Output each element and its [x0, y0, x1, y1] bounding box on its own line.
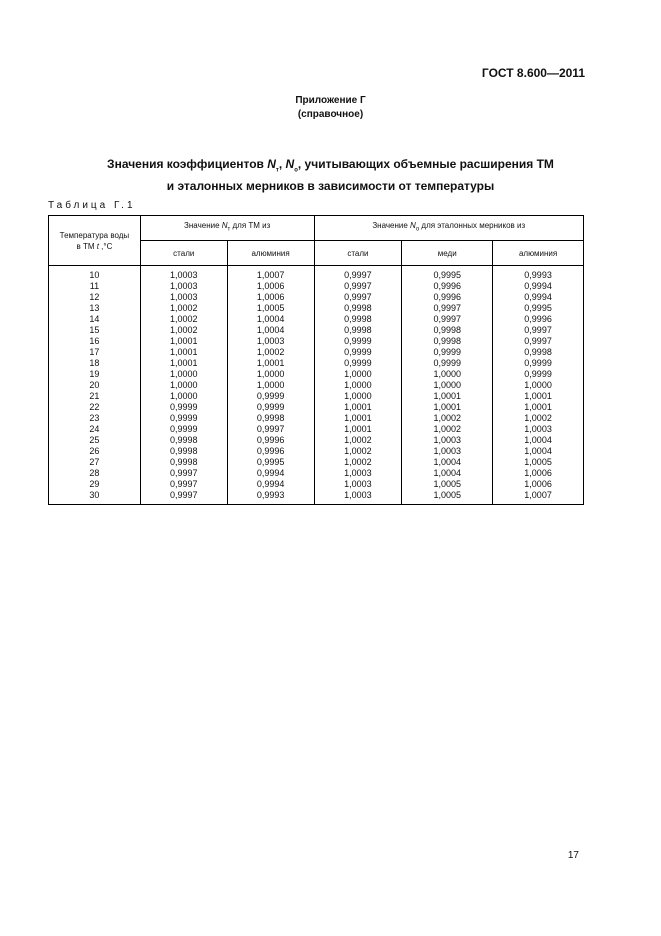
table-row [49, 314, 584, 325]
temperature-cell: 28 [49, 468, 141, 479]
coefficient-cell: 0,9998 [140, 446, 227, 457]
table-body [49, 266, 584, 505]
coefficient-cell: 1,0002 [402, 424, 493, 435]
coefficient-cell: 1,0000 [227, 369, 314, 380]
coefficient-cell: 0,9999 [314, 347, 402, 358]
coefficient-cell: 1,0000 [402, 380, 493, 391]
coefficient-cell: 1,0002 [402, 413, 493, 424]
coefficient-cell: 0,9999 [140, 402, 227, 413]
header-group-nt [140, 216, 314, 241]
table-row [49, 446, 584, 457]
coefficient-cell: 1,0004 [402, 468, 493, 479]
coefficient-cell: 1,0004 [493, 435, 584, 446]
coefficient-cell: 0,9996 [227, 435, 314, 446]
coefficient-cell: 1,0007 [227, 266, 314, 282]
coefficient-cell: 1,0003 [140, 266, 227, 282]
appendix-subtitle: (справочное) [297, 109, 364, 120]
header-text-part: ,°C [98, 241, 113, 251]
coefficient-cell: 1,0007 [493, 490, 584, 505]
coefficient-cell: 0,9995 [227, 457, 314, 468]
coefficient-cell: 1,0000 [314, 380, 402, 391]
temperature-cell: 15 [49, 325, 141, 336]
temperature-cell: 16 [49, 336, 141, 347]
coefficient-cell: 0,9994 [493, 292, 584, 303]
coefficient-cell: 0,9997 [314, 266, 402, 282]
header-text-part: в ТМ [76, 241, 97, 251]
coefficient-cell: 1,0003 [402, 435, 493, 446]
coefficient-cell: 1,0003 [140, 281, 227, 292]
coefficient-cell: 1,0001 [314, 413, 402, 424]
section-title-line-2: и эталонных мерников в зависимости от температуры [166, 179, 495, 194]
header-text-part: для ТМ из [230, 221, 271, 231]
temperature-cell: 17 [49, 347, 141, 358]
coefficient-cell: 0,9997 [314, 281, 402, 292]
table-row [49, 479, 584, 490]
header-symbol-sub: о [415, 226, 420, 233]
coefficient-cell: 0,9997 [402, 303, 493, 314]
coefficient-cell: 0,9998 [227, 413, 314, 424]
temperature-cell: 14 [49, 314, 141, 325]
coefficient-cell: 1,0005 [402, 490, 493, 505]
coefficient-cell: 1,0002 [314, 435, 402, 446]
coefficient-cell: 0,9999 [493, 358, 584, 369]
coefficient-cell: 0,9998 [140, 435, 227, 446]
coefficients-table [48, 215, 584, 505]
coefficient-cell: 0,9997 [140, 468, 227, 479]
coefficient-cell: 1,0000 [402, 369, 493, 380]
coefficient-cell: 1,0006 [227, 281, 314, 292]
temperature-cell: 26 [49, 446, 141, 457]
header-symbol: N [221, 221, 228, 231]
coefficient-cell: 0,9997 [493, 336, 584, 347]
coefficient-cell: 0,9997 [493, 325, 584, 336]
subheader-steel: стали [140, 241, 227, 266]
title-symbol: N [285, 157, 295, 171]
coefficient-cell: 1,0005 [227, 303, 314, 314]
coefficient-cell: 1,0001 [402, 391, 493, 402]
title-separator: , [278, 157, 286, 171]
coefficient-cell: 0,9997 [140, 479, 227, 490]
header-text: Температура воды [59, 230, 130, 240]
coefficient-cell: 0,9999 [140, 413, 227, 424]
coefficient-cell: 1,0002 [227, 347, 314, 358]
temperature-cell: 22 [49, 402, 141, 413]
coefficient-cell: 0,9998 [140, 457, 227, 468]
coefficient-cell: 0,9996 [402, 292, 493, 303]
page-number: 17 [567, 850, 579, 861]
table-row [49, 336, 584, 347]
coefficient-cell: 0,9999 [402, 358, 493, 369]
coefficient-cell: 1,0000 [314, 369, 402, 380]
coefficient-cell: 1,0002 [314, 446, 402, 457]
section-title-line-1 [0, 156, 661, 178]
section-title [0, 156, 661, 194]
table-row [49, 468, 584, 479]
coefficient-cell: 1,0002 [140, 303, 227, 314]
coefficient-cell: 1,0003 [314, 479, 402, 490]
temperature-cell: 21 [49, 391, 141, 402]
coefficient-cell: 1,0002 [140, 314, 227, 325]
table-row [49, 490, 584, 505]
coefficient-cell: 1,0004 [402, 457, 493, 468]
coefficient-cell: 0,9995 [493, 303, 584, 314]
coefficient-cell: 1,0004 [493, 446, 584, 457]
title-text: , учитывающих объемные расширения ТМ [297, 157, 554, 171]
coefficient-cell: 1,0000 [314, 391, 402, 402]
table-row [49, 347, 584, 358]
coefficient-cell: 0,9999 [493, 369, 584, 380]
table-row [49, 281, 584, 292]
coefficient-cell: 0,9999 [314, 358, 402, 369]
coefficient-cell: 0,9997 [140, 490, 227, 505]
coefficient-cell: 1,0000 [227, 380, 314, 391]
coefficient-cell: 1,0001 [140, 347, 227, 358]
table-row [49, 266, 584, 282]
coefficient-cell: 1,0003 [402, 446, 493, 457]
coefficient-cell: 1,0000 [140, 391, 227, 402]
subheader-aluminium: алюминия [493, 241, 584, 266]
table-row [49, 402, 584, 413]
table-row [49, 369, 584, 380]
coefficient-cell: 1,0000 [140, 380, 227, 391]
temperature-cell: 29 [49, 479, 141, 490]
temperature-cell: 18 [49, 358, 141, 369]
coefficient-cell: 0,9995 [402, 266, 493, 282]
temperature-cell: 25 [49, 435, 141, 446]
header-group-no [314, 216, 583, 241]
coefficient-cell: 0,9996 [493, 314, 584, 325]
coefficient-cell: 0,9993 [227, 490, 314, 505]
coefficient-cell: 0,9999 [314, 336, 402, 347]
temperature-cell: 23 [49, 413, 141, 424]
title-symbol-sub: о [294, 167, 298, 174]
coefficient-cell: 0,9998 [493, 347, 584, 358]
coefficient-cell: 0,9996 [402, 281, 493, 292]
table-row [49, 292, 584, 303]
coefficient-cell: 0,9994 [227, 479, 314, 490]
header-symbol: t [96, 241, 99, 251]
coefficient-cell: 1,0006 [493, 479, 584, 490]
subheader-steel: стали [314, 241, 402, 266]
coefficient-cell: 0,9998 [314, 303, 402, 314]
coefficient-cell: 0,9999 [140, 424, 227, 435]
header-text-part: Значение [372, 221, 411, 231]
table-row [49, 457, 584, 468]
coefficient-cell: 1,0001 [314, 402, 402, 413]
table-row [49, 303, 584, 314]
coefficient-cell: 1,0001 [227, 358, 314, 369]
coefficient-cell: 0,9994 [227, 468, 314, 479]
coefficient-cell: 1,0003 [493, 424, 584, 435]
coefficient-cell: 1,0001 [314, 424, 402, 435]
coefficient-cell: 1,0000 [493, 380, 584, 391]
temperature-cell: 19 [49, 369, 141, 380]
coefficient-cell: 0,9997 [227, 424, 314, 435]
temperature-cell: 20 [49, 380, 141, 391]
temperature-cell: 13 [49, 303, 141, 314]
coefficient-cell: 0,9997 [314, 292, 402, 303]
header-water-temperature [49, 216, 141, 266]
table-row [49, 380, 584, 391]
table-row [49, 358, 584, 369]
appendix-heading [0, 94, 661, 122]
title-text: Значения коэффициентов [107, 157, 268, 171]
subheader-copper: меди [402, 241, 493, 266]
temperature-cell: 30 [49, 490, 141, 505]
header-text-part: для эталонных мерников из [419, 221, 526, 231]
coefficient-cell: 0,9999 [402, 347, 493, 358]
coefficient-cell: 0,9998 [314, 314, 402, 325]
title-symbol-sub: т [275, 167, 279, 174]
coefficient-cell: 1,0001 [402, 402, 493, 413]
coefficient-cell: 1,0001 [140, 358, 227, 369]
coefficient-cell: 0,9998 [402, 336, 493, 347]
table-label: Таблица Г.1 [48, 200, 136, 211]
coefficient-cell: 1,0001 [493, 402, 584, 413]
coefficient-cell: 1,0001 [140, 336, 227, 347]
document-standard-number: ГОСТ 8.600—2011 [481, 66, 585, 80]
header-symbol: N [410, 221, 416, 231]
coefficient-cell: 1,0006 [493, 468, 584, 479]
coefficient-cell: 0,9998 [402, 325, 493, 336]
coefficient-cell: 1,0000 [140, 369, 227, 380]
header-symbol-sub: т [227, 226, 231, 233]
temperature-cell: 27 [49, 457, 141, 468]
coefficient-cell: 1,0004 [227, 314, 314, 325]
coefficient-cell: 1,0004 [227, 325, 314, 336]
coefficient-cell: 0,9998 [314, 325, 402, 336]
header-text-part: Значение [184, 221, 222, 231]
temperature-cell: 11 [49, 281, 141, 292]
coefficient-cell: 0,9996 [227, 446, 314, 457]
coefficient-cell: 1,0002 [314, 457, 402, 468]
coefficient-cell: 1,0003 [140, 292, 227, 303]
table-row [49, 435, 584, 446]
coefficient-cell: 1,0006 [227, 292, 314, 303]
temperature-cell: 12 [49, 292, 141, 303]
title-symbol: N [267, 157, 276, 171]
header-text [49, 241, 140, 252]
coefficient-cell: 1,0002 [493, 413, 584, 424]
coefficient-cell: 1,0003 [314, 468, 402, 479]
coefficient-cell: 0,9994 [493, 281, 584, 292]
table-row [49, 413, 584, 424]
temperature-cell: 10 [49, 266, 141, 282]
coefficient-cell: 1,0001 [493, 391, 584, 402]
coefficient-cell: 1,0003 [314, 490, 402, 505]
coefficient-cell: 1,0005 [402, 479, 493, 490]
temperature-cell: 24 [49, 424, 141, 435]
coefficient-cell: 1,0005 [493, 457, 584, 468]
coefficient-cell: 1,0002 [140, 325, 227, 336]
table-row [49, 424, 584, 435]
appendix-title: Приложение Г [295, 95, 366, 106]
table-row [49, 391, 584, 402]
coefficient-cell: 0,9999 [227, 402, 314, 413]
subheader-aluminium: алюминия [227, 241, 314, 266]
table-row [49, 325, 584, 336]
coefficient-cell: 1,0003 [227, 336, 314, 347]
coefficient-cell: 0,9997 [402, 314, 493, 325]
coefficient-cell: 0,9993 [493, 266, 584, 282]
coefficient-cell: 0,9999 [227, 391, 314, 402]
